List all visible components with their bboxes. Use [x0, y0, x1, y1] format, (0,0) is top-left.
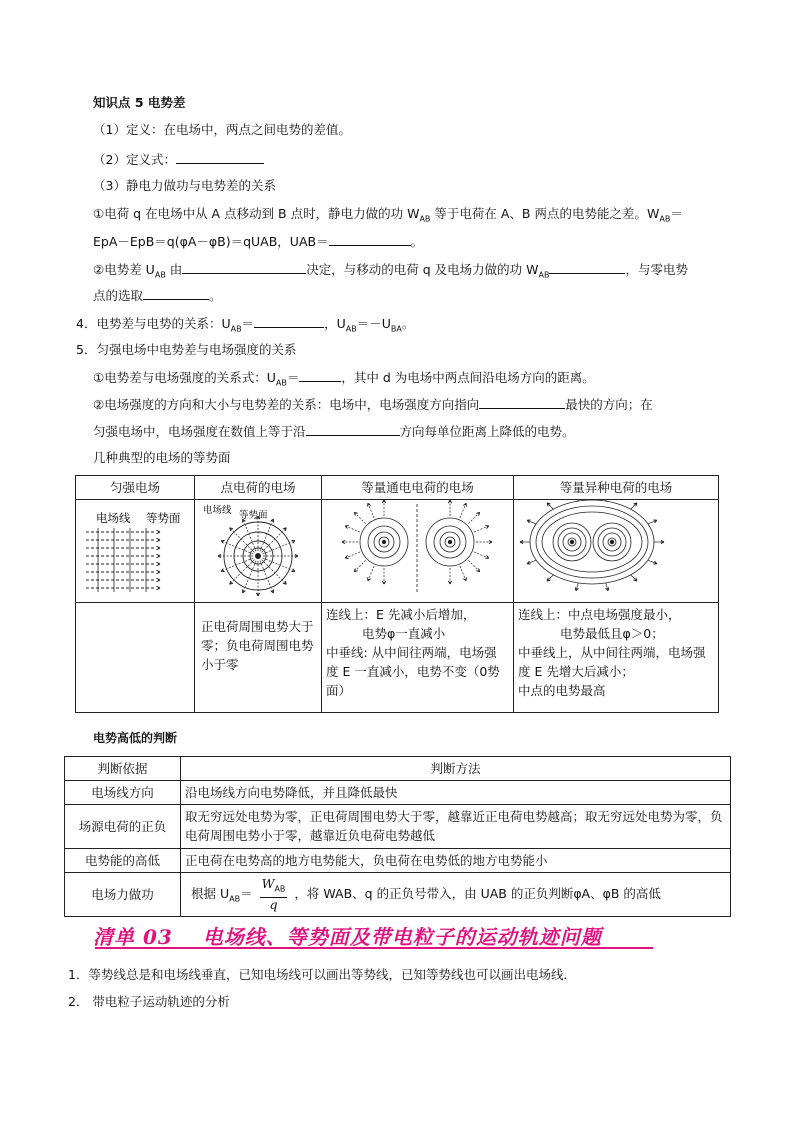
label-field-line-point: 电场线	[203, 505, 232, 516]
field-arrow	[485, 555, 488, 558]
subscript: AB	[230, 324, 242, 334]
radial-field-line	[221, 558, 253, 571]
unlike-charges-field	[520, 500, 664, 591]
judge-title: 电势高低的判断	[93, 731, 178, 745]
charge-dot	[255, 553, 261, 559]
text: ①电势差与电场强度的关系式：U	[93, 370, 276, 385]
outer-equipotential	[542, 512, 642, 572]
radial-field-line	[243, 561, 256, 593]
field-arrow	[368, 503, 371, 506]
field-arrow	[463, 577, 466, 580]
field-line	[468, 560, 479, 571]
radial-field-line	[262, 560, 287, 585]
text: 电势φ一直减小	[362, 626, 446, 641]
subscript: AB	[274, 884, 286, 894]
text: ②电势差 U	[93, 262, 155, 277]
blank-uab	[329, 232, 411, 246]
point-5-line: 5．匀强电场中电势差与电场强度的关系	[76, 342, 297, 357]
field-arrow	[156, 562, 160, 566]
text: 中垂线上，从中间往两端，电场强度 E 先增大后减小；	[518, 645, 706, 679]
basis-potential-energy: 电势能的高低	[65, 849, 181, 873]
field-arrow	[463, 503, 466, 506]
point-field-figure	[195, 500, 322, 597]
label-equipotential: 等势面	[146, 513, 181, 525]
field-line	[345, 526, 360, 532]
field-arrow	[156, 586, 160, 590]
point-charge-field	[218, 516, 298, 596]
banner-underline	[95, 947, 653, 949]
text: 电势最低且φ＞0；	[560, 626, 664, 641]
field-line	[460, 503, 466, 518]
field-line	[460, 566, 466, 581]
point-5a-line	[93, 368, 595, 393]
potential-diff-line-2	[93, 286, 222, 305]
text: ，将 WAB、q 的正负号带入，由 UAB 的正负判断φA、φB 的高低	[294, 886, 661, 901]
field-arrow	[156, 538, 160, 542]
header-like-charges: 等量通电电荷的电场	[322, 476, 514, 500]
text: ＝	[240, 886, 253, 901]
uniform-field-lines	[86, 528, 160, 592]
label-field-line: 电场线	[96, 513, 131, 525]
text: ＝	[286, 370, 300, 385]
text: ，其中 d 为电场中两点间沿电场方向的距离。	[341, 370, 595, 385]
field-arrow	[485, 526, 488, 529]
subscript: AB	[419, 214, 431, 224]
text: 连线上：E 先减小后增加，	[326, 607, 476, 622]
text: ②电场强度的方向和大小与电势差的关系：电场中，电场强度方向指向	[93, 397, 480, 412]
field-line	[368, 503, 374, 518]
radial-field-line	[221, 541, 253, 554]
relation-text-1: ①电荷 q 在电场中从 A 点移动到 B 点时，静电力做的功 W	[93, 206, 420, 221]
point-4-line	[76, 314, 414, 339]
text: 。	[401, 316, 415, 331]
banner-text	[93, 921, 602, 950]
field-line	[354, 512, 365, 523]
potential-diff-line-1	[93, 260, 688, 285]
subscript: AB	[154, 270, 166, 280]
field-line	[368, 566, 374, 581]
text: 点的选取	[93, 288, 144, 303]
tail-line-1: 1．等势线总是和电场线垂直，已知电场线可以画出等势线，已知等势线也可以画出电场线．	[68, 967, 576, 982]
blank-definition	[176, 150, 264, 164]
basis-field-work: 电场力做功	[65, 873, 181, 917]
text: 4．电势差与电势的关系：U	[76, 316, 231, 331]
field-arrow	[156, 554, 160, 558]
empty-cell	[76, 603, 195, 713]
definition-formula-label: （2）定义式：	[93, 152, 176, 167]
point-field-figure-cell	[195, 500, 322, 603]
text: 由	[165, 262, 183, 277]
subscript: AB	[538, 270, 550, 280]
text: 最快的方向；在	[565, 397, 653, 412]
subscript: BA	[390, 324, 402, 334]
banner-left: 清单 03	[93, 925, 173, 949]
header-unlike-charges: 等量异种电荷的电场	[514, 476, 719, 500]
field-line	[345, 552, 360, 558]
relation-formula: EpA－EpB＝q(φA－φB)＝qUAB，UAB＝	[93, 234, 329, 249]
field-arrow	[156, 530, 160, 534]
field-arrow	[368, 577, 371, 580]
relation-line-1	[93, 205, 683, 229]
fraction-denominator: q	[269, 896, 278, 912]
uniform-field-figure	[76, 500, 195, 597]
subscript: AB	[275, 378, 287, 388]
radial-field-line	[260, 561, 273, 593]
uniform-field-figure-cell	[76, 500, 195, 603]
radial-field-line	[263, 558, 295, 571]
header-uniform: 匀强电场	[76, 476, 195, 500]
outer-equipotential	[530, 500, 654, 584]
blank-work-relation	[549, 260, 625, 274]
equipotential-title: 几种典型的电场的等势面	[93, 450, 231, 465]
field-arrow	[156, 570, 160, 574]
tail-line-2: 2． 带电粒子运动轨迹的分析	[68, 994, 230, 1009]
method-source-charge: 取无穷远处电势为零，正电荷周围电势大于零，越靠近正电荷电势越高；取无穷远处电势为零，负电荷周围电势小于零，越靠近负电荷电势越低	[181, 805, 731, 849]
text: ＝	[241, 316, 255, 331]
radial-field-line	[262, 528, 287, 553]
unlike-charges-description	[514, 603, 719, 713]
unlike-charges-figure	[514, 500, 719, 597]
definition-line: （1）定义：在电场中，两点之间电势的差值。	[93, 122, 351, 137]
period: 。	[410, 234, 424, 249]
relation-text-2: 等于电荷在 A、B 两点的电势能之差。W	[430, 206, 660, 221]
label-equipotential-point: 等势面	[239, 510, 268, 521]
radial-field-line	[243, 519, 256, 551]
fraction	[260, 877, 288, 912]
period: 。	[209, 288, 222, 303]
like-charges-figure	[322, 500, 514, 597]
fraction-numerator	[260, 877, 288, 898]
field-line	[468, 512, 479, 523]
relation-text-3: ＝	[670, 206, 683, 221]
section-title: 知识点 5 电势差	[93, 95, 186, 110]
basis-source-charge: 场源电荷的正负	[65, 805, 181, 849]
text: ，与零电势	[625, 262, 688, 277]
text: 连线上：中点电场强度最小，	[518, 607, 681, 622]
text: 根据 U	[191, 886, 230, 901]
judgement-table	[64, 756, 731, 917]
point-5c-line	[93, 422, 575, 441]
text: W	[261, 876, 275, 892]
blank-along	[306, 422, 400, 436]
blank-uab-relation	[254, 314, 324, 328]
equipotential-table	[75, 475, 719, 713]
field-arrow	[156, 546, 160, 550]
blank-direction	[479, 395, 565, 409]
field-arrow	[345, 555, 348, 558]
field-line	[474, 526, 489, 532]
blank-zero-point	[143, 286, 209, 300]
text: 匀强电场中，电场强度在数值上等于沿	[93, 424, 306, 439]
method-field-line: 沿电场线方向电势降低，并且降低最快	[181, 781, 731, 805]
text: 中点的电势最高	[518, 683, 606, 698]
text: 方向每单位距离上降低的电势。	[399, 424, 575, 439]
definition-formula-line	[93, 150, 264, 169]
field-line	[474, 552, 489, 558]
method-field-work	[181, 873, 731, 917]
section-banner	[93, 921, 653, 949]
field-line	[354, 560, 365, 571]
charge-dot	[448, 540, 452, 544]
radial-field-line	[260, 519, 273, 551]
point-5b-line	[93, 395, 653, 414]
relation-heading: （3）静电力做功与电势差的关系	[93, 178, 276, 193]
header-method: 判断方法	[181, 757, 731, 781]
text: 中垂线: 从中间往两端，电场强度 E 一直减小，电势不变（0势面）	[326, 645, 500, 698]
subscript: AB	[345, 324, 357, 334]
blank-ed	[299, 368, 341, 382]
banner-right: 电场线、等势面及带电粒子的运动轨迹问题	[202, 925, 602, 949]
like-charges-description	[322, 603, 514, 713]
field-arrow	[345, 526, 348, 529]
subscript: AB	[229, 894, 241, 904]
text: ，U	[324, 316, 346, 331]
charge-dot	[610, 540, 614, 544]
header-point: 点电荷的电场	[195, 476, 322, 500]
header-basis: 判断依据	[65, 757, 181, 781]
blank-determined-by	[182, 260, 306, 274]
like-charges-figure-cell	[322, 500, 514, 603]
charge-dot	[570, 540, 574, 544]
radial-field-line	[263, 541, 295, 554]
radial-field-line	[230, 528, 255, 553]
charge-dot	[382, 540, 386, 544]
method-potential-energy: 正电荷在电势高的地方电势能大，负电荷在电势低的地方电势能小	[181, 849, 731, 873]
radial-field-line	[230, 560, 255, 585]
like-charges-field	[342, 500, 492, 592]
subscript: AB	[659, 214, 671, 224]
text: 决定，与移动的电荷 q 及电场力做的功 W	[306, 262, 539, 277]
unlike-charges-figure-cell	[514, 500, 719, 603]
text: ＝－U	[356, 316, 391, 331]
field-arrow	[156, 578, 160, 582]
basis-field-line: 电场线方向	[65, 781, 181, 805]
relation-line-2	[93, 232, 423, 251]
point-field-description: 正电荷周围电势大于零；负电荷周围电势小于零	[195, 603, 322, 713]
